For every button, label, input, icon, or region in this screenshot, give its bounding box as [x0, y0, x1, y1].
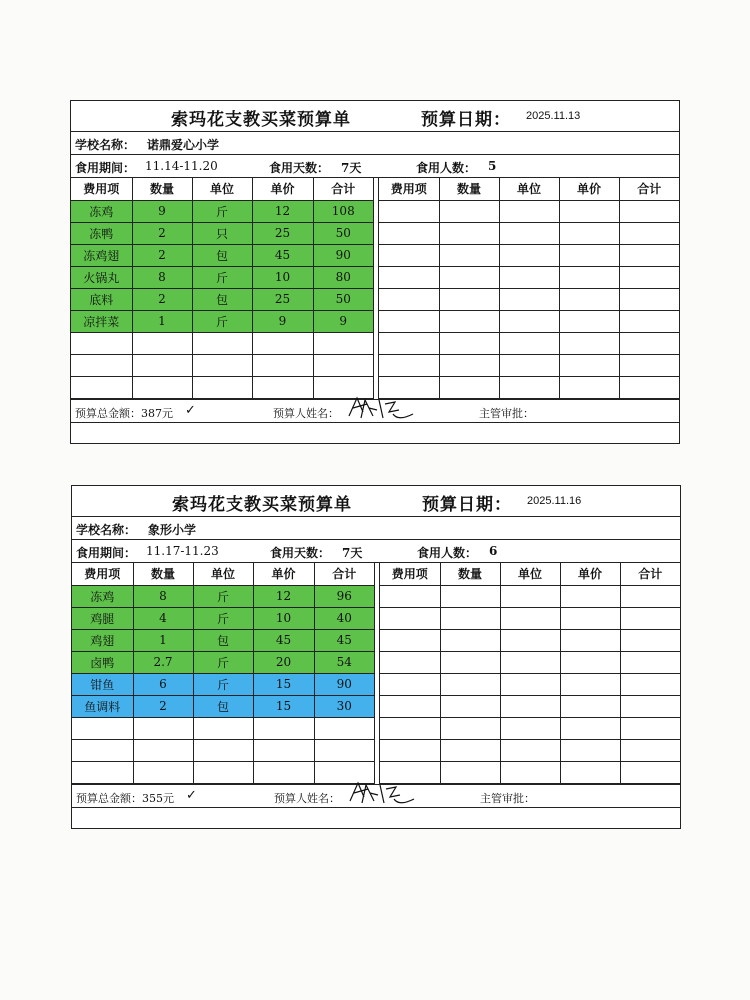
table-cell: 卤鸭 [72, 651, 133, 673]
table-cell [560, 673, 620, 695]
people-value: 5 [488, 159, 497, 173]
budget-grid [72, 563, 680, 785]
period-value: 11.14-11.20 [145, 159, 218, 173]
table-cell [500, 717, 560, 739]
table-cell: 90 [313, 244, 373, 266]
column-header: 合计 [620, 563, 680, 585]
days-label: 食用天数： [270, 546, 331, 560]
table-row [379, 310, 679, 332]
table-row [380, 695, 680, 717]
table-cell [440, 629, 500, 651]
table-cell [439, 266, 499, 288]
table-row [71, 200, 373, 222]
table-cell [132, 376, 192, 398]
table-cell [559, 222, 619, 244]
preparer-label: 预算人姓名： [274, 791, 340, 805]
table-cell [313, 354, 373, 376]
sheet-title-row [71, 101, 679, 132]
school-row [71, 132, 679, 155]
table-cell: 冻鸡翅 [71, 244, 132, 266]
table-cell [314, 717, 374, 739]
table-cell [253, 739, 314, 761]
table-cell [620, 761, 680, 783]
table-cell [71, 376, 132, 398]
table-row [72, 629, 374, 651]
items-table-right [379, 178, 679, 399]
table-row [379, 266, 679, 288]
table-row [72, 695, 374, 717]
column-header: 单位 [193, 563, 253, 585]
table-header-row [379, 178, 679, 200]
column-header: 单位 [192, 178, 252, 200]
items-table-left [71, 178, 373, 399]
table-cell [439, 200, 499, 222]
table-cell: 只 [192, 222, 252, 244]
total-label: 预算总金额： [76, 791, 142, 805]
budget-date: 2025.11.13 [526, 110, 581, 122]
table-cell [380, 629, 440, 651]
table-row [71, 288, 373, 310]
table-cell: 8 [132, 266, 192, 288]
column-header: 单价 [559, 178, 619, 200]
table-cell [499, 288, 559, 310]
table-cell: 96 [314, 585, 374, 607]
table-cell: 50 [313, 288, 373, 310]
table-cell [499, 244, 559, 266]
table-cell [192, 354, 252, 376]
table-cell [619, 354, 679, 376]
table-cell: 8 [133, 585, 193, 607]
table-cell [439, 332, 499, 354]
table-cell: 45 [252, 244, 313, 266]
check-mark: ✓ [186, 787, 197, 803]
table-row [71, 266, 373, 288]
table-header-row [71, 178, 373, 200]
table-cell: 54 [314, 651, 374, 673]
preparer-label: 预算人姓名： [273, 406, 339, 420]
table-cell: 火锅丸 [71, 266, 132, 288]
table-header-row [72, 563, 374, 585]
table-cell [440, 585, 500, 607]
table-cell [440, 673, 500, 695]
table-cell: 冻鸭 [71, 222, 132, 244]
sheet-title-row [72, 486, 680, 517]
table-header-row [380, 563, 680, 585]
table-cell: 40 [314, 607, 374, 629]
budget-sheet-2 [71, 485, 681, 829]
table-cell [380, 651, 440, 673]
table-cell [439, 376, 499, 398]
table-row [380, 739, 680, 761]
table-cell [379, 354, 439, 376]
table-cell [560, 585, 620, 607]
table-row [379, 222, 679, 244]
table-cell: 2 [132, 288, 192, 310]
date-label: 预算日期： [421, 110, 511, 130]
table-cell [620, 585, 680, 607]
table-row [71, 222, 373, 244]
table-cell [619, 244, 679, 266]
table-cell [193, 739, 253, 761]
table-row [71, 310, 373, 332]
people-value: 6 [489, 544, 498, 558]
table-cell [133, 739, 193, 761]
table-cell: 2 [132, 222, 192, 244]
table-cell [619, 288, 679, 310]
table-cell: 20 [253, 651, 314, 673]
budget-date: 2025.11.16 [527, 495, 582, 507]
table-cell: 80 [313, 266, 373, 288]
table-row [379, 288, 679, 310]
table-cell: 包 [193, 629, 253, 651]
table-cell [72, 761, 133, 783]
sheet-title: 索玛花支教买菜预算单 [171, 110, 351, 130]
table-cell [500, 695, 560, 717]
table-cell [439, 354, 499, 376]
table-cell [440, 739, 500, 761]
table-cell [559, 332, 619, 354]
school-name: 诺鼎爱心小学 [147, 138, 220, 152]
column-header: 单位 [499, 178, 559, 200]
table-cell [253, 717, 314, 739]
table-cell: 50 [313, 222, 373, 244]
table-row [72, 673, 374, 695]
table-row [379, 244, 679, 266]
table-cell [440, 607, 500, 629]
table-row [380, 607, 680, 629]
days-label: 食用天数： [269, 161, 330, 175]
table-cell [252, 332, 313, 354]
table-cell [379, 244, 439, 266]
table-cell: 45 [314, 629, 374, 651]
table-cell [379, 288, 439, 310]
table-cell [380, 673, 440, 695]
days-value: 7天 [341, 161, 362, 175]
period-row [72, 540, 680, 563]
table-cell: 冻鸡 [72, 585, 133, 607]
table-cell: 9 [313, 310, 373, 332]
table-cell [500, 629, 560, 651]
table-cell: 2.7 [133, 651, 193, 673]
table-cell [620, 695, 680, 717]
table-row [379, 200, 679, 222]
table-cell: 斤 [193, 585, 253, 607]
table-cell [380, 739, 440, 761]
table-cell: 15 [253, 695, 314, 717]
table-cell [379, 310, 439, 332]
table-cell: 包 [193, 695, 253, 717]
blank-row [72, 808, 680, 828]
table-cell [439, 222, 499, 244]
table-cell [380, 607, 440, 629]
table-cell [440, 761, 500, 783]
table-cell: 90 [314, 673, 374, 695]
table-cell [560, 695, 620, 717]
period-row [71, 155, 679, 178]
table-row [72, 585, 374, 607]
column-header: 单价 [560, 563, 620, 585]
table-cell [379, 266, 439, 288]
table-cell [252, 354, 313, 376]
column-header: 费用项 [379, 178, 439, 200]
table-cell [440, 717, 500, 739]
table-cell [499, 354, 559, 376]
table-row [72, 761, 374, 783]
table-cell: 鸡腿 [72, 607, 133, 629]
table-cell [500, 651, 560, 673]
table-cell [559, 200, 619, 222]
supervisor-label: 主管审批： [480, 791, 535, 805]
table-cell: 9 [252, 310, 313, 332]
table-cell [619, 332, 679, 354]
table-cell: 冻鸡 [71, 200, 132, 222]
table-cell: 25 [252, 288, 313, 310]
table-cell [500, 739, 560, 761]
table-cell [500, 585, 560, 607]
column-header: 数量 [132, 178, 192, 200]
table-cell [440, 651, 500, 673]
column-header: 合计 [619, 178, 679, 200]
table-cell: 斤 [192, 310, 252, 332]
table-cell: 10 [252, 266, 313, 288]
school-row [72, 517, 680, 540]
signature-icon [343, 394, 423, 424]
table-row [72, 651, 374, 673]
table-cell [559, 376, 619, 398]
table-row [380, 761, 680, 783]
table-cell [499, 376, 559, 398]
table-cell: 12 [252, 200, 313, 222]
table-cell [193, 761, 253, 783]
table-cell: 1 [132, 310, 192, 332]
table-cell [314, 739, 374, 761]
date-label: 预算日期： [422, 495, 512, 515]
table-cell [132, 332, 192, 354]
table-row [380, 629, 680, 651]
table-cell [379, 222, 439, 244]
column-header: 费用项 [380, 563, 440, 585]
table-cell [619, 376, 679, 398]
table-cell: 钳鱼 [72, 673, 133, 695]
table-cell [440, 695, 500, 717]
table-cell [72, 717, 133, 739]
column-header: 单价 [253, 563, 314, 585]
table-cell [559, 266, 619, 288]
budget-sheet-1 [70, 100, 680, 444]
table-cell: 25 [252, 222, 313, 244]
table-cell [133, 761, 193, 783]
table-cell [439, 288, 499, 310]
table-cell [559, 244, 619, 266]
table-cell: 45 [253, 629, 314, 651]
table-cell [71, 332, 132, 354]
table-row [72, 717, 374, 739]
table-cell [560, 607, 620, 629]
table-row [380, 585, 680, 607]
table-cell [192, 376, 252, 398]
table-cell [500, 673, 560, 695]
table-cell [133, 717, 193, 739]
table-cell [499, 266, 559, 288]
column-header: 数量 [133, 563, 193, 585]
total-value: 355元 [142, 791, 174, 805]
items-table-right [380, 563, 680, 784]
column-header: 数量 [440, 563, 500, 585]
people-label: 食用人数： [416, 161, 477, 175]
table-row [379, 354, 679, 376]
table-row [72, 739, 374, 761]
table-cell [559, 288, 619, 310]
footer-row [72, 785, 680, 808]
signature-icon [344, 779, 424, 809]
table-cell [439, 310, 499, 332]
table-cell: 鸡翅 [72, 629, 133, 651]
table-cell [620, 651, 680, 673]
table-cell [499, 222, 559, 244]
table-cell [560, 761, 620, 783]
table-row [71, 376, 373, 398]
table-cell [380, 717, 440, 739]
days-value: 7天 [342, 546, 363, 560]
table-row [71, 354, 373, 376]
table-row [380, 717, 680, 739]
column-header: 合计 [314, 563, 374, 585]
table-cell: 鱼调料 [72, 695, 133, 717]
table-cell: 12 [253, 585, 314, 607]
table-cell [380, 585, 440, 607]
footer-row [71, 400, 679, 423]
table-cell: 斤 [193, 673, 253, 695]
table-cell [380, 695, 440, 717]
table-cell [560, 739, 620, 761]
table-cell: 斤 [192, 200, 252, 222]
table-row [72, 607, 374, 629]
table-cell [379, 200, 439, 222]
table-cell: 15 [253, 673, 314, 695]
table-cell [560, 629, 620, 651]
table-cell [619, 222, 679, 244]
table-cell [132, 354, 192, 376]
table-cell [620, 629, 680, 651]
table-cell: 斤 [192, 266, 252, 288]
table-cell: 包 [192, 288, 252, 310]
table-cell [619, 266, 679, 288]
table-cell [499, 310, 559, 332]
total-label: 预算总金额： [75, 406, 141, 420]
table-row [71, 332, 373, 354]
school-label: 学校名称： [75, 138, 136, 152]
table-cell: 凉拌菜 [71, 310, 132, 332]
table-cell [439, 244, 499, 266]
column-header: 单价 [252, 178, 313, 200]
table-cell [620, 739, 680, 761]
table-cell [559, 310, 619, 332]
table-cell [193, 717, 253, 739]
table-cell [253, 761, 314, 783]
table-cell [560, 717, 620, 739]
table-cell: 1 [133, 629, 193, 651]
table-cell: 10 [253, 607, 314, 629]
table-cell [192, 332, 252, 354]
table-cell [72, 739, 133, 761]
table-cell [499, 332, 559, 354]
budget-grid [71, 178, 679, 400]
table-cell: 2 [133, 695, 193, 717]
table-row [71, 244, 373, 266]
table-row [379, 376, 679, 398]
table-cell [620, 673, 680, 695]
table-cell: 6 [133, 673, 193, 695]
column-header: 合计 [313, 178, 373, 200]
table-cell [619, 310, 679, 332]
table-cell [71, 354, 132, 376]
table-cell: 2 [132, 244, 192, 266]
column-header: 费用项 [71, 178, 132, 200]
table-cell: 30 [314, 695, 374, 717]
table-cell [500, 761, 560, 783]
check-mark: ✓ [185, 402, 196, 418]
period-label: 食用期间： [75, 161, 136, 175]
table-cell [252, 376, 313, 398]
table-cell [559, 354, 619, 376]
period-value: 11.17-11.23 [146, 544, 219, 558]
table-cell [620, 717, 680, 739]
items-table-left [72, 563, 374, 784]
table-cell [619, 200, 679, 222]
blank-row [71, 423, 679, 443]
table-cell [620, 607, 680, 629]
people-label: 食用人数： [417, 546, 478, 560]
table-cell [313, 332, 373, 354]
table-cell [499, 200, 559, 222]
table-row [380, 651, 680, 673]
table-cell: 9 [132, 200, 192, 222]
table-cell [560, 651, 620, 673]
table-cell: 4 [133, 607, 193, 629]
table-cell: 包 [192, 244, 252, 266]
supervisor-label: 主管审批： [479, 406, 534, 420]
table-cell: 斤 [193, 651, 253, 673]
table-cell: 斤 [193, 607, 253, 629]
total-value: 387元 [141, 406, 173, 420]
table-cell: 108 [313, 200, 373, 222]
column-header: 数量 [439, 178, 499, 200]
period-label: 食用期间： [76, 546, 137, 560]
column-header: 费用项 [72, 563, 133, 585]
table-cell [500, 607, 560, 629]
table-cell [379, 332, 439, 354]
table-row [380, 673, 680, 695]
table-cell: 底料 [71, 288, 132, 310]
column-header: 单位 [500, 563, 560, 585]
table-row [379, 332, 679, 354]
sheet-title: 索玛花支教买菜预算单 [172, 495, 352, 515]
school-label: 学校名称： [76, 523, 137, 537]
school-name: 象形小学 [148, 523, 197, 537]
